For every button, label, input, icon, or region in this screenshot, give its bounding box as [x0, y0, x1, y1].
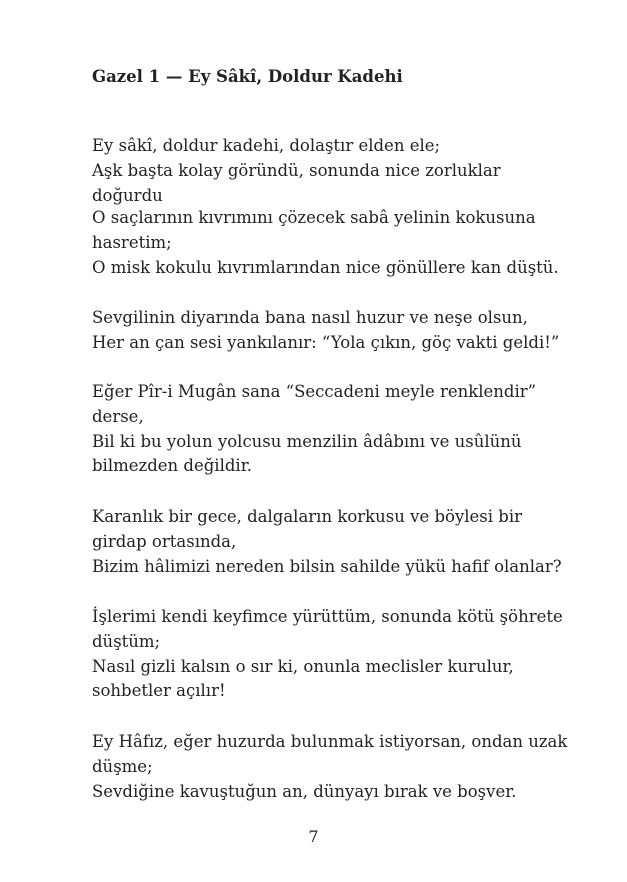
- stanza-2: [92, 206, 570, 280]
- poem-title: Gazel 1 — Ey Sâkî, Doldur Kadehi: [92, 67, 403, 86]
- page-number: 7: [308, 827, 319, 846]
- verse-line: Ey sâkî, doldur kadehi, dolaştır elden ele;: [92, 136, 441, 155]
- verse-line: Bizim hâlimizi nereden bilsin sahilde yükü hafif olanlar?: [92, 556, 562, 576]
- verse-line: O saçlarının kıvrımını çözecek sabâ yelinin kokusuna hasretim;: [92, 208, 536, 252]
- stanza-5: [92, 505, 570, 579]
- verse-line: Eğer Pîr-i Mugân sana “Seccadeni meyle renklendir” derse,: [92, 382, 537, 426]
- verse-line: Sevgilinin diyarında bana nasıl huzur ve neşe olsun,: [92, 308, 528, 327]
- verse-line: Karanlık bir gece, dalgaların korkusu ve böylesi bir girdap ortasında,: [92, 507, 523, 551]
- verse-line: Aşk başta kolay göründü, sonunda nice zorluklar doğurdu: [92, 160, 501, 205]
- verse-line: Nasıl gizli kalsın o sır ki, onunla meclisler kurulur, sohbetler açılır!: [92, 656, 514, 701]
- verse-line: Bil ki bu yolun yolcusu menzilin âdâbını ve usûlünü bilmezden değildir.: [92, 431, 522, 476]
- verse-line: Ey Hâfız, eğer huzurda bulunmak istiyorsan, ondan uzak düşme;: [92, 732, 568, 776]
- stanza-7: [92, 730, 570, 804]
- verse-line: İşlerimi kendi keyfimce yürüttüm, sonunda kötü şöhrete düştüm;: [92, 607, 563, 651]
- stanza-6: [92, 605, 570, 704]
- verse-line: Her an çan sesi yankılanır: “Yola çıkın, göç vakti geldi!”: [92, 332, 560, 352]
- verse-line: O misk kokulu kıvrımlarından nice gönüllere kan düştü.: [92, 257, 559, 277]
- stanza-4: [92, 380, 570, 479]
- stanza-3: [92, 306, 570, 356]
- verse-line: Sevdiğine kavuştuğun an, dünyayı bırak ve boşver.: [92, 781, 517, 801]
- stanza-1: [92, 134, 570, 208]
